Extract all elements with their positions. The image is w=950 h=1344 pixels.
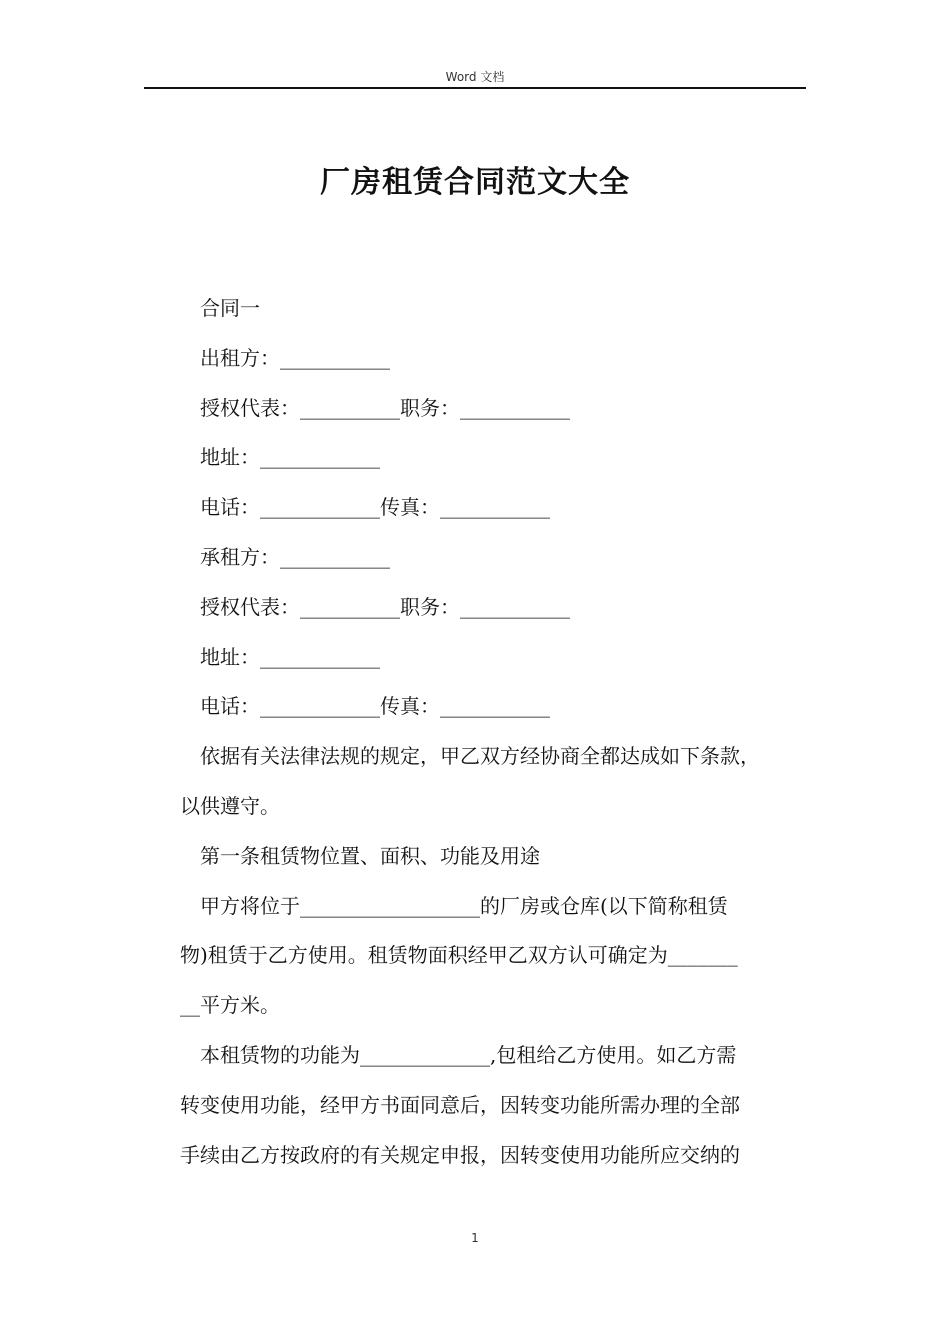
paragraph-line: 以供遵守。 [180,793,280,818]
lessee-phone-line: 电话：____________传真：___________ [200,694,550,719]
paragraph-line: 转变使用功能，经甲方书面同意后，因转变功能所需办理的全部 [180,1092,740,1117]
page-number: 1 [471,1231,479,1245]
paragraph-line: 物)租赁于乙方使用。租赁物面积经甲乙双方认可确定为_______ [180,943,738,968]
lessor-line: 出租方：___________ [200,345,390,370]
lessee-representative-line: 授权代表：__________职务：___________ [200,594,570,619]
lessee-address-line: 地址：____________ [200,644,380,669]
lessor-phone-line: 电话：____________传真：___________ [200,495,550,520]
section-heading: 合同一 [200,296,260,320]
paragraph-line: __平方米。 [180,993,280,1018]
lessee-line: 承租方：___________ [200,544,390,569]
lessor-representative-line: 授权代表：__________职务：___________ [200,395,570,420]
paragraph-line: 本租赁物的功能为_____________,包租给乙方使用。如乙方需 [200,1042,737,1067]
paragraph-line: 甲方将位于__________________的厂房或仓库(以下简称租赁 [200,893,728,918]
lessor-address-line: 地址：____________ [200,445,380,470]
document-body [180,284,810,1180]
article-heading: 第一条租赁物位置、面积、功能及用途 [200,843,540,868]
paragraph-line: 手续由乙方按政府的有关规定申报，因转变使用功能所应交纳的 [180,1142,740,1167]
page-header: Word 文档 [445,70,505,84]
header-divider [144,87,806,89]
paragraph-line: 依据有关法律法规的规定，甲乙双方经协商全都达成如下条款， [200,744,760,769]
document-title: 厂房租赁合同范文大全 [320,165,630,200]
